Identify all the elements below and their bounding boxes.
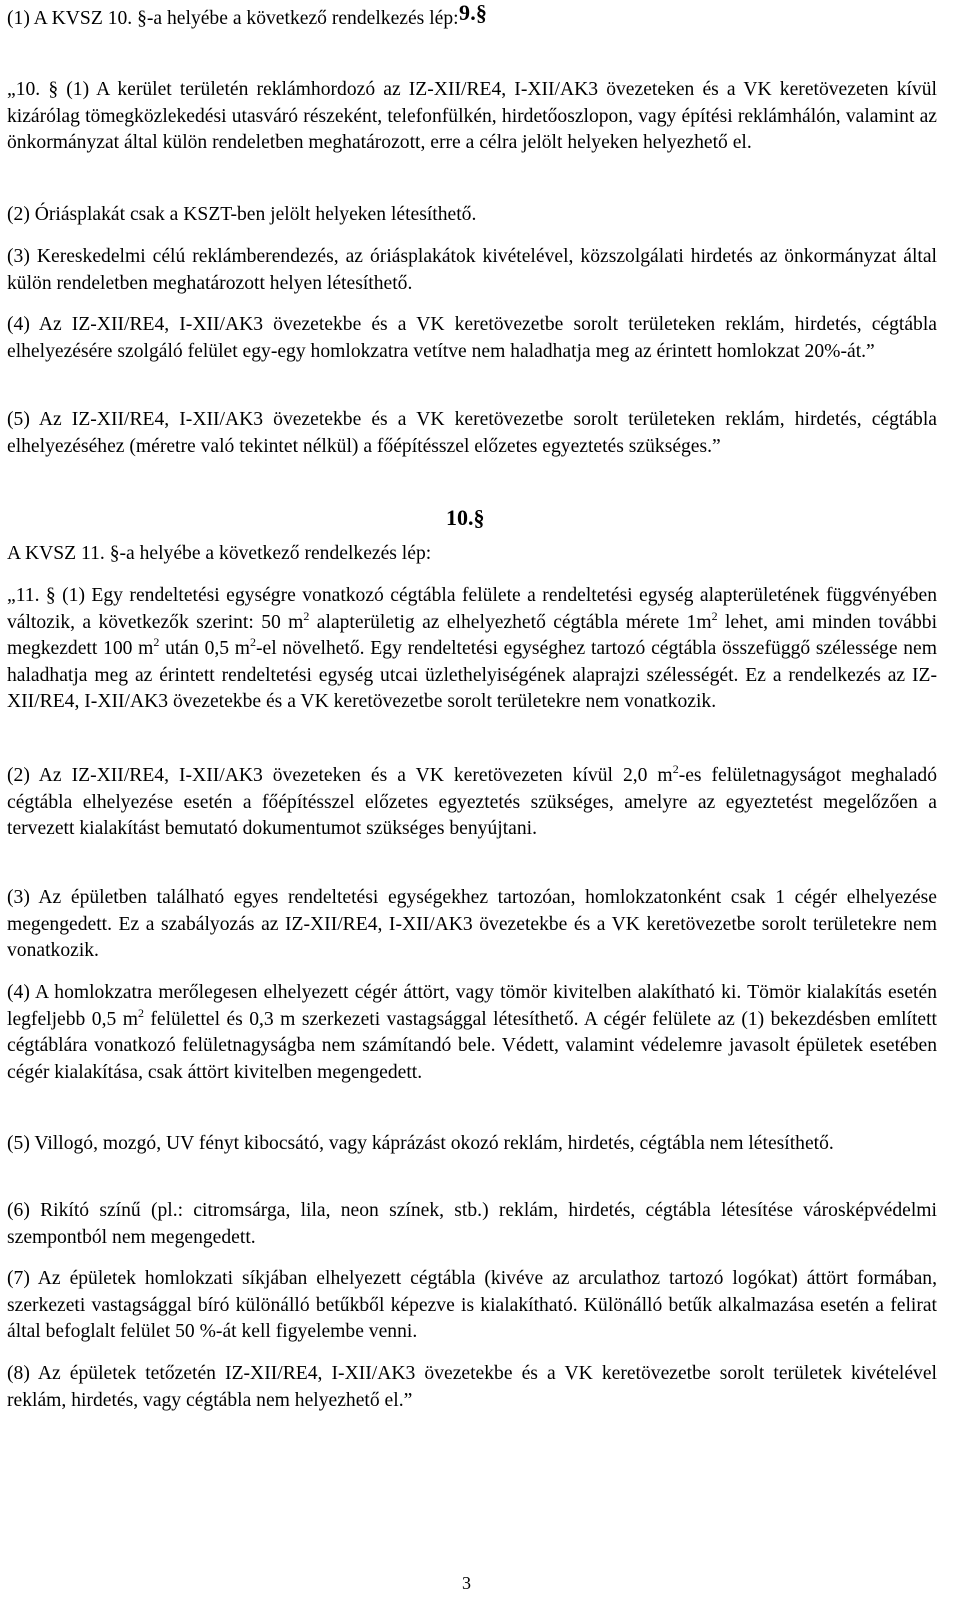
- paragraph-11-3: (3) Az épületben található egyes rendeltetési egységekhez tartozóan, homlokzatonként csak 1 cégér elhelyezése megengedett. Ez a szabályozás az IZ-XII/RE4, I-XII/AK3 övezetekbe és a VK keretövezetbe sorolt területekre nem vonatkozik.: [7, 887, 937, 961]
- paragraph-intro-10: A KVSZ 11. §-a helyébe a következő rendelkezés lép:: [7, 543, 432, 564]
- paragraph-intro-9: (1) A KVSZ 10. §-a helyébe a következő rendelkezés lép:: [7, 8, 459, 29]
- paragraph-11-1: „11. § (1) Egy rendeltetési egységre vonatkozó cégtábla felülete a rendeltetési egység alapterületének függvényében változik, a következők szerint: 50 $m^2$ alapterületig az elhelyezhető cégtábla mérete $1m^2$ lehet, ami minden további megkezdett 100 $m^2$ után 0,5 $m^2-el$ növelhető. Egy rendeltetési egységhez tartozó cégtábla összefüggő szélessége nem haladhatja meg az érintett rendeltetési egység utcai üzlethelyiségének alaprajzi szélességét. Ez a rendelkezés az IZ-XII/RE4, I-XII/AK3 övezetekbe és a VK keretövezetbe sorolt területekre nem vonatkozik.: [7, 585, 938, 712]
- paragraph-11-7: (7) Az épületek homlokzati síkjában elhelyezett cégtábla (kivéve az arculathoz tartozó logókat) áttört formában, szerkezeti vastagsággal bíró különálló betűkből képezve is kialakítható. Különálló betűk alkalmazása esetén a felirat által befoglalt felület 50 %-át kell figyelembe venni.: [7, 1268, 937, 1342]
- paragraph-10-2: (2) Óriásplakát csak a KSZT-ben jelölt helyeken létesíthető.: [7, 204, 477, 225]
- paragraph-10-5: (5) Az IZ-XII/RE4, I-XII/AK3 övezetekbe és a VK keretövezetbe sorolt területeken reklám, hirdetés, cégtábla elhelyezéséhez (méretre való tekintet nélkül) a főépítésszel előzetes egyeztetés szükséges.”: [7, 409, 937, 457]
- section-number-9: 9.§: [459, 0, 488, 25]
- paragraph-11-4: (4) A homlokzatra merőlegesen elhelyezett cégér áttört, vagy tömör kivitelben alakítható ki. Tömör kialakítás esetén legfeljebb 0,5 $m^2$ felülettel és 0,3 m szerkezeti vastagsággal létesíthető. A cégér felülete az (1) bekezdésben említett cégtáblára vonatkozó felületnagyságba nem számítandó bele. Védett, valamint védelemre javasolt épületek esetében cégér kialakítása, csak áttört kivitelben megengedett.: [7, 982, 937, 1083]
- paragraph-10-3: (3) Kereskedelmi célú reklámberendezés, az óriásplakátok kivételével, közszolgálati hirdetés az önkormányzat által külön rendeletben meghatározott helyen létesíthető.: [7, 246, 937, 294]
- section-number-10: 10.§: [446, 505, 485, 530]
- paragraph-10-4: (4) Az IZ-XII/RE4, I-XII/AK3 övezetekbe és a VK keretövezetbe sorolt területeken reklám, hirdetés, cégtábla elhelyezésére szolgáló felület egy-egy homlokzatra vetítve nem haladhatja meg az érintett homlokzat 20%-át.”: [7, 314, 937, 362]
- paragraph-11-6: (6) Rikító színű (pl.: citromsárga, lila, neon színek, stb.) reklám, hirdetés, cégtábla létesítése városképvédelmi szempontból nem megengedett.: [7, 1200, 937, 1248]
- paragraph-10-1: „10. § (1) A kerület területén reklámhordozó az IZ-XII/RE4, I-XII/AK3 övezeteken és a VK keretövezeten kívül kizárólag tömegközlekedési utasváró részeként, telefonfülkén, hirdetőoszlopon, vagy építési reklámhálón, valamint az önkormányzat által külön rendeletben meghatározott, erre a célra jelölt helyeken helyezhető el.: [7, 79, 937, 153]
- paragraph-11-8: (8) Az épületek tetőzetén IZ-XII/RE4, I-XII/AK3 övezetekbe és a VK keretövezetbe sorolt területek kivételével reklám, hirdetés, vagy cégtábla nem helyezhető el.”: [7, 1363, 937, 1411]
- paragraph-11-5: (5) Villogó, mozgó, UV fényt kibocsátó, vagy káprázást okozó reklám, hirdetés, cégtábla nem létesíthető.: [7, 1133, 834, 1154]
- paragraph-11-2: (2) Az IZ-XII/RE4, I-XII/AK3 övezeteken és a VK keretövezeten kívül 2,0 $m^2-es$ felületnagyságot meghaladó cégtábla elhelyezése esetén a főépítésszel előzetes egyeztetés szükséges, amelyre az egyeztetést megelőzően a tervezett kialakítást bemutató dokumentumot szükséges benyújtani.: [7, 762, 937, 839]
- page-number: 3: [462, 1573, 471, 1593]
